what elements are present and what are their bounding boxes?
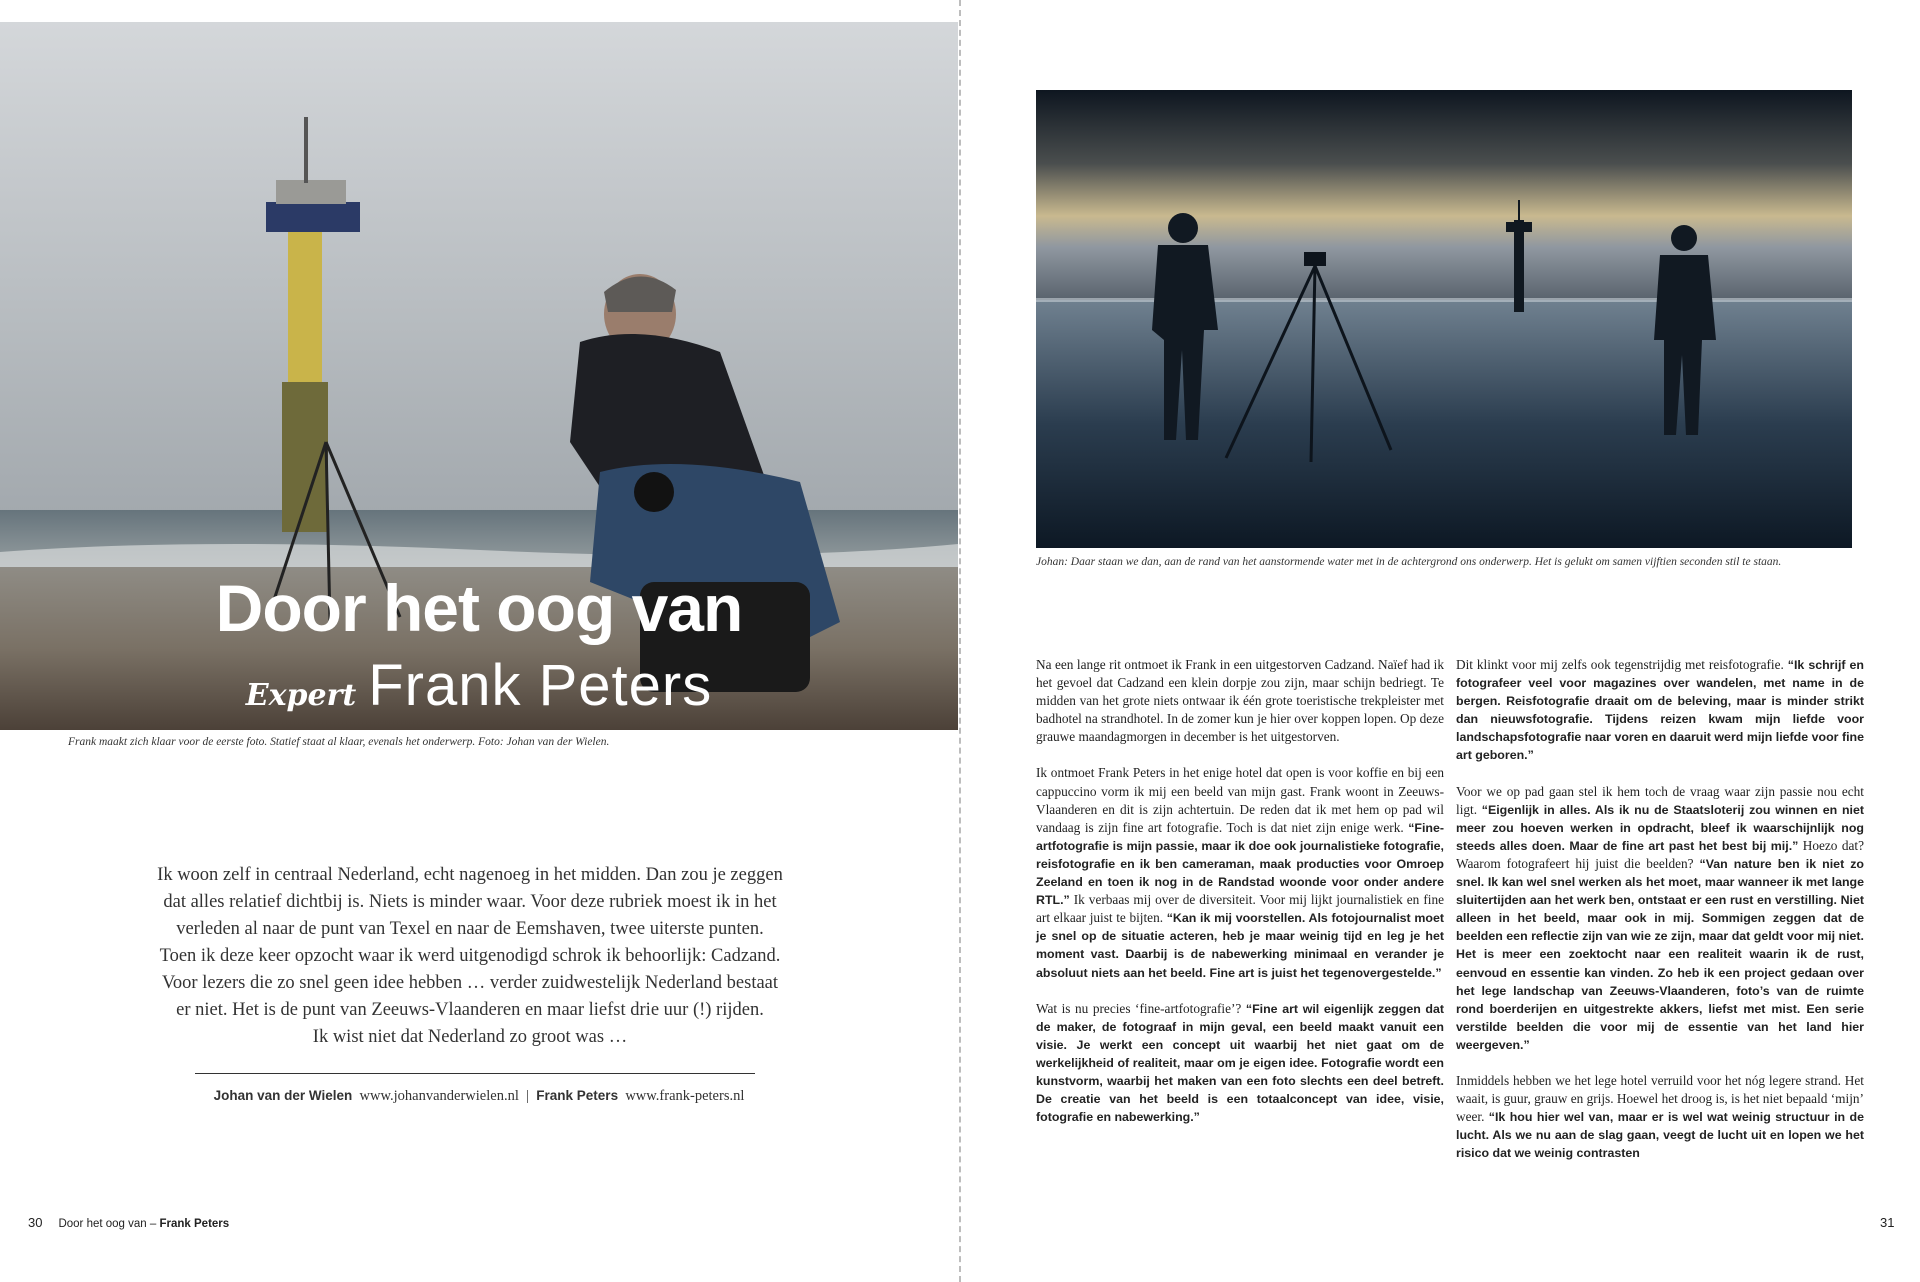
intro-line: Ik woon zelf in centraal Nederland, echt nagenoeg in het midden. Dan zou je zeggen	[157, 865, 783, 885]
hero-caption: Frank maakt zich klaar voor de eerste foto. Statief staat al klaar, evenals het onderwerp. Foto: Johan van der Wielen.	[68, 736, 610, 748]
paragraph: Na een lange rit ontmoet ik Frank in een uitgestorven Cadzand. Naïef had ik het gevoel dat Cadzand een klein dorpje zou zijn, maar schijn bedriegt. Te midden van het grote niets ontwaar ik één grote toeristische trekpleister met badhotel na strandhotel. In de zomer kun je hier over koppen lopen. Op deze grauwe maandagmorgen in december is het uitgestorven.	[1036, 657, 1444, 745]
paragraph	[1456, 1072, 1864, 1162]
byline-url-2[interactable]: www.frank-peters.nl	[625, 1088, 745, 1104]
quote-text: “Ik schrijf en fotografeer veel voor magazines over wandelen, met name in de bergen. Reisfotografie draait om de beleving, maar is minder strikt dan nieuwsfotografie. Tijdens reizen kwam mijn liefde voor landschapsfotografie naar voren en daaruit werd mijn liefde voor fine art geboren.”	[1456, 658, 1865, 763]
paragraph-text: Dit klinkt voor mij zelfs ook tegenstrijdig met reisfotografie.	[1456, 657, 1784, 672]
paragraph	[1036, 764, 1444, 981]
intro-line: verleden al naar de punt van Texel en naar de Eemshaven, twee uiterste punten.	[176, 919, 764, 939]
page-number: 30	[28, 1215, 43, 1230]
page-gutter	[959, 0, 961, 1282]
hero-photo	[0, 22, 958, 730]
intro-line: Ik wist niet dat Nederland zo groot was …	[312, 1027, 628, 1047]
quote-text: “Fine-artfotografie is mijn passie, maar ik doe ook journalistieke fotografie, reisfotografie en ik ben cameraman, maak producties voor Omroep Zeeland en toen ik nog in de Randstad woonde voor onder andere RTL.”	[1036, 820, 1444, 908]
quote-text: “Ik hou hier wel van, maar er is wel wat weinig structuur in de lucht. Als we nu aan de slag gaan, veegt de lucht uit en lopen we het risico dat we weinig contrasten	[1456, 1110, 1864, 1161]
intro-line: er niet. Het is de punt van Zeeuws-Vlaanderen en maar liefst drie uur (!) rijden.	[176, 1000, 764, 1020]
intro-divider	[195, 1073, 755, 1074]
intro-line: dat alles relatief dichtbij is. Niets is minder waar. Voor deze rubriek moest ik in het	[163, 892, 777, 912]
byline-author-2: Frank Peters	[536, 1088, 619, 1103]
paragraph-text: Voor we op pad gaan stel ik hem toch de vraag waar zijn passie nou echt ligt.	[1456, 783, 1864, 817]
intro-paragraph	[120, 862, 820, 1051]
folio-left	[28, 1215, 229, 1230]
hero-subtitle-name: Frank Peters	[368, 653, 713, 718]
folio-subject: Frank Peters	[159, 1218, 230, 1230]
intro-line: Toen ik deze keer opzocht waar ik werd uitgenodigd schrok ik behoorlijk: Cadzand.	[159, 946, 781, 966]
byline-author-1: Johan van der Wielen	[213, 1088, 353, 1103]
paragraph	[1036, 1000, 1444, 1127]
article-column-2	[1456, 656, 1864, 1180]
hero-subtitle-prefix: Expert	[245, 678, 357, 713]
byline	[0, 1088, 958, 1105]
quote-text: “Eigenlijk in alles. Als ik nu de Staatsloterij zou winnen en niet meer zou hoeven werken in opdracht, bleef ik waarschijnlijk nog steeds alles doen. Maar de fine art past het best bij mij.”	[1456, 802, 1864, 853]
paragraph-text: Wat is nu precies ‘fine-artfotografie’?	[1036, 1000, 1242, 1016]
folio-dash: –	[149, 1218, 157, 1230]
paragraph-text: Ik verbaas mij over de diversiteit. Voor mij lijkt journalistiek en fine art elkaar juist te bijten.	[1036, 892, 1444, 926]
page-number-right: 31	[1880, 1215, 1895, 1230]
quote-text: “Kan ik mij voorstellen. Als fotojournalist moet je snel op de situatie acteren, heb je maar weinig tijd en leg je het moment vast. Daarbij is de nabewerking minimaal en verander je absoluut niets aan het beeld. Fine art is juist het tegenovergestelde.”	[1036, 911, 1445, 980]
paragraph	[1456, 783, 1864, 1054]
beach-photo-illustration	[1036, 90, 1852, 548]
intro-line: Voor lezers die zo snel geen idee hebben … verder zuidwestelijk Nederland bestaat	[161, 973, 779, 993]
article-column-1	[1036, 656, 1444, 1144]
left-page	[0, 0, 958, 1282]
byline-separator: |	[526, 1088, 530, 1104]
paragraph-text: Hoezo dat? Waarom fotografeert hij juist die beelden?	[1456, 837, 1864, 871]
byline-url-1[interactable]: www.johanvanderwielen.nl	[359, 1088, 519, 1104]
paragraph-text: Inmiddels hebben we het lege hotel verruild voor het nóg legere strand. Het waait, is guur, grauw en grijs. Hoewel het droog is, is het niet bepaald ‘mijn’ weer.	[1456, 1072, 1864, 1125]
beach-photo-caption: Johan: Daar staan we dan, aan de rand van het aanstormende water met in de achtergrond ons onderwerp. Het is gelukt om samen vijftien seconden stil te staan.	[1036, 556, 1782, 568]
quote-text: “Van nature ben ik niet zo snel. Ik kan wel snel werken als het moet, maar wanneer ik met lange sluitertijden aan het werk ben, ontstaat er een rust en verstilling. Niet alleen in het beeld, maar ook in mij. Sommigen zeggen dat de beelden een reflectie zijn van wie ze zijn, maar dat geldt voor mij niet. Het is meer een zoektocht naar een realiteit waarin ik de rust, eenvoud en essentie kan vinden. Zo heb ik een project gedaan over het lege landschap van Zeeuws-Vlaanderen, foto’s van de ruimte rond boerderijen en uitgestrekte akkers, liefst met mist. Een serie verstilde beelden die voor mij de essentie van het land hier weergeven.”	[1456, 856, 1865, 1052]
beach-photo	[1036, 90, 1852, 548]
folio-section: Door het oog van	[58, 1218, 147, 1230]
paragraph-text: Ik ontmoet Frank Peters in het enige hotel dat open is voor koffie en bij een cappuccino vorm ik mij een beeld van mijn gast. Frank woont in Zeeuws-Vlaanderen en dit is zijn achtertuin. De reden dat ik met hem op pad wil vandaag is zijn fine art fotografie. Toch is dat niet zijn enige werk.	[1036, 765, 1444, 835]
quote-text: “Fine art wil eigenlijk zeggen dat de maker, de fotograaf in mijn geval, een beeld maakt vanuit een visie. Je werkt een concept uit waarbij het niet gaat om de werkelijkheid of realiteit, maar om je eigen idee. Fotografie wordt een kunstvorm, waarbij het maken van een foto slechts een deel betreft. De creatie van het beeld is een totaalconcept van idee, visie, fotografie en nabewerking.”	[1036, 1001, 1445, 1125]
hero-subtitle	[0, 652, 958, 719]
hero-title: Door het oog van	[215, 571, 743, 645]
paragraph	[1456, 656, 1864, 765]
